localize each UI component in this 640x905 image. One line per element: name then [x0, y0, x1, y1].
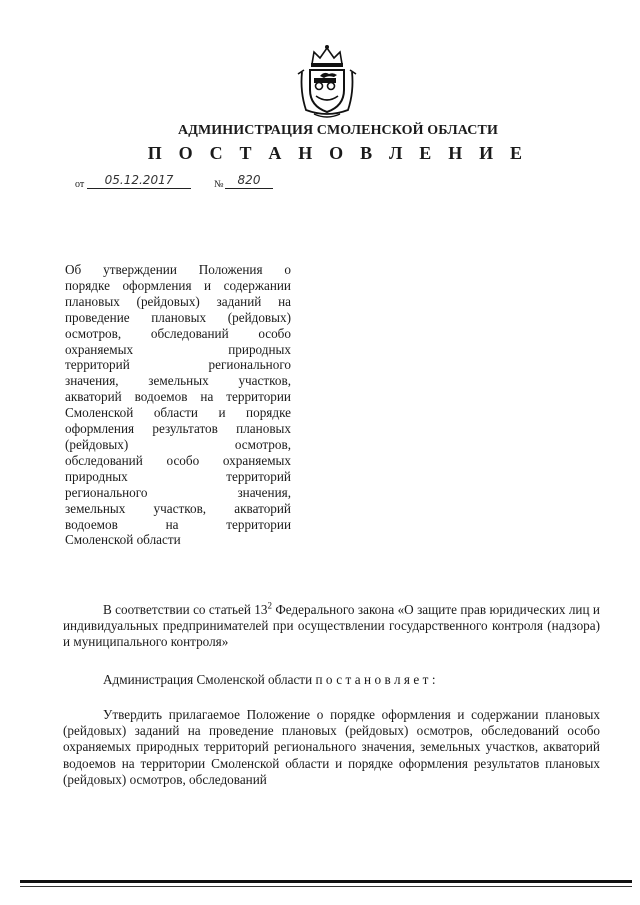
title-line: обследований особо охраняемых: [65, 452, 291, 468]
decree-clause: [103, 672, 503, 688]
title-line: земельных участков, акваторий: [65, 500, 291, 516]
title-line: регионального значения,: [65, 484, 291, 500]
title-line: порядке оформления и содержании: [65, 277, 291, 293]
preamble-paragraph: [63, 602, 600, 651]
title-line: акваторий водоемов на территории: [65, 389, 291, 405]
document-type: П О С Т А Н О В Л Е Н И Е: [147, 143, 529, 163]
organization-name: АДМИНИСТРАЦИЯ СМОЛЕНСКОЙ ОБЛАСТИ: [178, 123, 498, 138]
title-line: охраняемых природных: [65, 341, 291, 357]
title-line: Смоленской области: [65, 532, 181, 548]
coat-of-arms-emblem: [294, 44, 360, 120]
decree-verb: постановляет:: [315, 672, 439, 687]
title-line: водоемов на территории: [65, 516, 291, 532]
preamble-text-start: В соответствии со статьей 13: [103, 602, 268, 617]
title-line: плановых (рейдовых) заданий на: [65, 293, 291, 309]
handwritten-number: 820: [225, 173, 273, 189]
article-superscript: 2: [267, 600, 272, 611]
title-line: осмотров, обследований особо: [65, 325, 291, 341]
date-from-label: от: [75, 179, 85, 190]
preamble-text-end: Федерального закона «О защите прав юридических лиц и индивидуальных предпринимателей при осуществлении государственного контроля (надзора) и муниципального контроля»: [63, 602, 600, 650]
footer-rule-thick: [20, 880, 632, 883]
title-line: проведение плановых (рейдовых): [65, 309, 291, 325]
title-line: (рейдовых) осмотров,: [65, 436, 291, 452]
title-line: территорий регионального: [65, 357, 291, 373]
resolution-title: [65, 262, 291, 548]
title-line: природных территорий: [65, 468, 291, 484]
handwritten-date: 05.12.2017: [87, 173, 191, 189]
title-line: Об утверждении Положения о: [65, 262, 291, 277]
operative-paragraph: Утвердить прилагаемое Положение о порядке оформления и содержании плановых (рейдовых) заданий на проведение плановых (рейдовых) осмотров, обследований особо охраняемых природных территорий регионального значения, земельных участков, акваторий водоемов на территории Смоленской области и порядке оформления результатов плановых (рейдовых) осмотров, обследований: [63, 707, 600, 787]
decree-clause-lead: Администрация Смоленской области: [103, 672, 316, 687]
title-line: значения, земельных участков,: [65, 373, 291, 389]
title-line: оформления результатов плановых: [65, 421, 291, 437]
footer-rule-thin: [20, 886, 632, 887]
title-line: Смоленской области и порядке: [65, 405, 291, 421]
number-label: №: [214, 179, 224, 190]
